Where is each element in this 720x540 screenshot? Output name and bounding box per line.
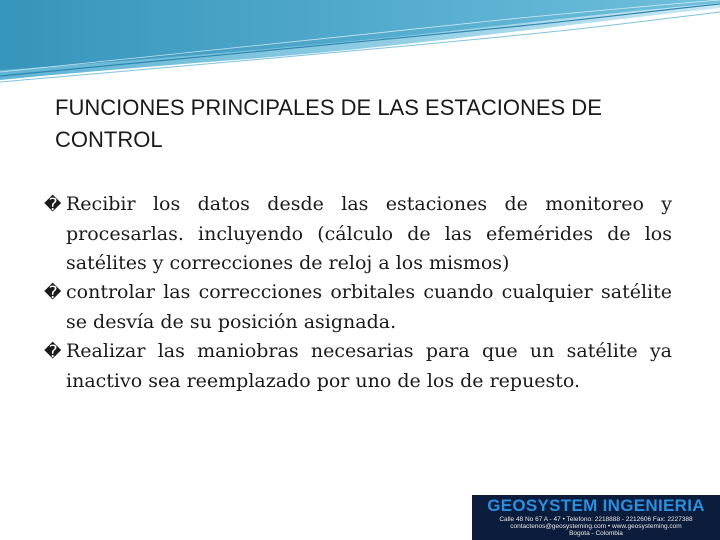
logo-address: Calle 48 No 67 A - 47 • Telefono: 2218888 - 2212606 Fax: 2227388 <box>499 516 693 523</box>
logo-city: Bogota - Colombia <box>569 530 623 537</box>
bullet-marker-icon: � <box>44 342 62 362</box>
bullet-item <box>44 278 672 337</box>
slide-title: FUNCIONES PRINCIPALES DE LAS ESTACIONES DE CONTROL <box>55 95 602 152</box>
company-logo <box>472 495 720 540</box>
bullet-text: Recibir los datos desde las estaciones de monitoreo y procesarlas. incluyendo (cálculo de las efemérides de los satélites y correcciones de reloj a los mismos) <box>66 193 672 274</box>
bullet-item <box>44 190 672 278</box>
bullet-list <box>44 190 672 396</box>
logo-company-name: GEOSYSTEM INGENIERIA <box>487 496 705 515</box>
bullet-marker-icon: � <box>44 195 62 215</box>
bullet-text: Realizar las maniobras necesarias para que un satélite ya inactivo sea reemplazado por uno de los de repuesto. <box>66 340 672 392</box>
bullet-text: controlar las correcciones orbitales cuando cualquier satélite se desvía de su posición asignada. <box>66 281 672 333</box>
header-wave-decoration <box>0 0 720 95</box>
bullet-marker-icon: � <box>44 283 62 303</box>
logo-contact: contactenos@geosysteming.com • www.geosysteming.com <box>510 523 682 530</box>
bullet-item <box>44 337 672 396</box>
